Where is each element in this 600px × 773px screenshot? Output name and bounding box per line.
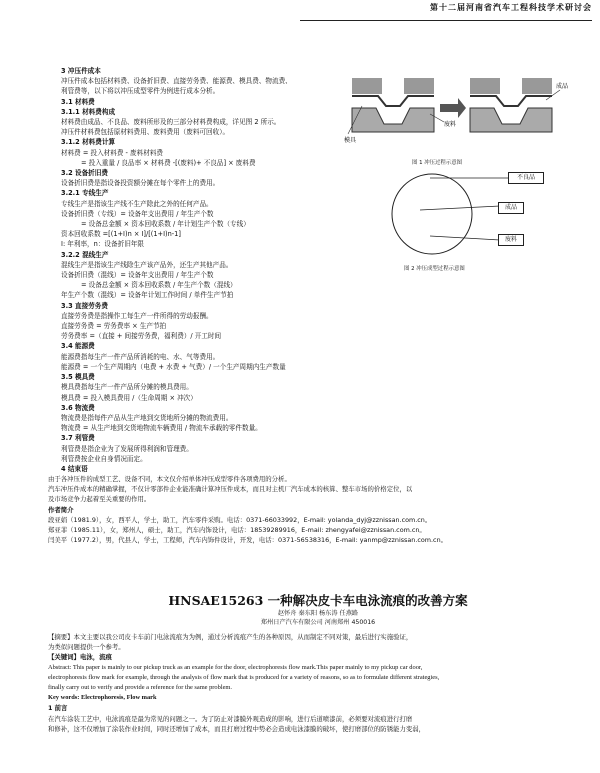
section-heading: 3.1.1 材料费构成 xyxy=(61,107,116,116)
paragraph-line: 材料费 = 投入材料费 - 废料材料费 xyxy=(61,148,164,157)
paragraph-line: 材料费由成品、不良品、废料所形及的三部分材料费构成，详见图 2 所示。 xyxy=(61,118,281,127)
author-bio: 段亚娟（1981.9），女，西平人，学士，助工，汽车零件采购。电话：0371-66033992，E-mail: yolanda_dyj@zznissan.com.cn。 xyxy=(48,515,432,524)
section-heading: 3 冲压件成本 xyxy=(61,67,101,75)
intro-heading: 1 前言 xyxy=(48,704,68,713)
section-3-body xyxy=(61,66,331,474)
abstract-en-line: finally carry out to verify and provide a reference for the same problem. xyxy=(48,684,233,692)
paragraph-line: 物流费 = 从生产地到交货地物流车辆费用 / 物流车承载的零件数量。 xyxy=(61,424,262,433)
paragraph-line: 利管费等，以下将以冲压成型零件为例进行成本分析。 xyxy=(61,87,220,96)
paragraph-line: 模具费指每生产一件产品所分摊的模具费用。 xyxy=(61,383,193,392)
author-names: 赵怀舟 秦东阳 杨东涛 任燕路 xyxy=(277,610,359,617)
figure-2-label-defect: 不良品 xyxy=(508,172,544,184)
paragraph-line: 能源费 = 一个生产周期内（电费 + 水费 + 气费）/ 一个生产周期内生产数量 xyxy=(61,362,286,371)
paragraph-line: I: 年利率，n：设备折旧年限 xyxy=(61,240,144,249)
author-bio: 闫美平（1977.2），男，代县人，学士，工程师，汽车内饰件设计，开发，电话：0371-56538316，E-mail: yanmp@zznissan.com.cn。 xyxy=(48,536,448,545)
process-arrow-icon xyxy=(440,98,466,118)
paragraph-line: 冲压件成本包括材料费、设备折旧费、直接劳务费、能源费、模具费、物流费、 xyxy=(61,77,292,86)
figure-1-stamping-diagram xyxy=(340,66,580,156)
paragraph-line: 利管费是指企业为了发展所得利润和管理费。 xyxy=(61,444,193,453)
paragraph-line: 利管费按企业自身情况而定。 xyxy=(61,454,147,463)
paragraph-line: 模具费 = 投入模具费用 /（生命周期 × 冲次） xyxy=(61,393,197,402)
section-heading: 3.5 模具费 xyxy=(61,373,95,382)
paragraph-line: 物流费是指每件产品从生产地到交货地所分摊的物流费用。 xyxy=(61,413,233,422)
paper-title: HNSAE15263 一种解决皮卡车电泳流痕的改善方案 xyxy=(168,593,468,608)
header-rule xyxy=(300,20,592,21)
paragraph-line: = 设备总金额 × 资本回收系数 / 年计划生产个数（专线） xyxy=(81,220,250,229)
paragraph-line: 汽车冲压件成本的精确掌握，不仅计零部件企业能准确计算冲压件成本，而且对主机厂汽车成本的核算、整车市场的价格定位，以 xyxy=(48,485,413,494)
die-stage-1 xyxy=(352,78,434,132)
conclusion-text xyxy=(48,474,588,545)
paragraph-line: 设备折旧费（专线）= 设备年支出费用 / 年生产个数 xyxy=(61,209,214,218)
figure-2-forming-diagram xyxy=(350,172,590,262)
section-heading: 3.1.2 材料费计算 xyxy=(61,138,116,147)
section-heading: 4 结束语 xyxy=(61,464,88,473)
figure-1-caption: 图 1 冲压过程示意图 xyxy=(412,160,462,166)
paragraph-line: = 设备总金额 × 资本回收系数 / 年生产个数（混线） xyxy=(81,281,237,290)
paragraph-line: 劳务费率 =（直接 + 间接劳务费，福利费）/ 开工时间 xyxy=(61,332,222,341)
figure-2-caption: 图 2 冲压成型过程示意图 xyxy=(404,266,465,272)
keywords-cn: 【关键词】电泳，流痕 xyxy=(48,653,112,662)
figure-1-label-waste: 废料 xyxy=(444,121,457,128)
paragraph-line: 由于各冲压件的成型工艺、设备不同，本文仅介绍单体冲压成型零件各项费用的分析。 xyxy=(48,475,291,483)
figure-2-label-product: 成品 xyxy=(498,202,524,214)
paragraph-line: 冲压件材料费包括原材料费用、废料费用（废料可回收）。 xyxy=(61,128,230,137)
authors-intro-heading: 作者简介 xyxy=(48,505,74,514)
section-heading: 3.2.1 专线生产 xyxy=(61,189,109,198)
paragraph-line: 直接劳务费是指操作工每生产一件所得的劳动报酬。 xyxy=(61,311,213,320)
figure-1-label-die: 模具 xyxy=(344,137,357,144)
paragraph-line: 年生产个数（混线）= 设备年计划工作时间 / 单件生产节拍 xyxy=(61,291,234,300)
paper-abstract xyxy=(48,632,588,734)
author-bio: 郑亚菲（1985.11），女，郑州人，硕士，助工，汽车内饰设计，电话：18539289916，E-mail: zhengyafei@zznissan.com.cn。 xyxy=(48,526,426,535)
paragraph-line: 直接劳务费 = 劳务费率 × 生产节拍 xyxy=(61,322,167,331)
section-heading: 3.4 能源费 xyxy=(61,342,95,351)
paragraph-line: 及市场竞争力起着至关重要的作用。 xyxy=(48,495,151,504)
paragraph-line: 专线生产是指该生产线不生产除此之外的任何产品。 xyxy=(61,199,213,208)
running-header: 第十二届河南省汽车工程科技学术研讨会 xyxy=(430,2,592,12)
abstract-cn-line: 【摘要】本文主要以我公司皮卡车前门电泳流痕为为例，通过分析流痕产生的各种原因，从而制定不同对策，最后进行实施验证， xyxy=(48,633,413,641)
section-heading: 3.7 利管费 xyxy=(61,434,95,443)
abstract-en-line: Abstract: This paper is mainly to our pickup truck as an example for the door, electrophoresis flow mark.This paper mainly to my pickup car door, xyxy=(48,663,423,671)
section-heading: 3.3 直接劳务费 xyxy=(61,301,108,310)
blank-circle xyxy=(392,174,472,254)
paragraph-line: = 投入重量 / 良品率 × 材料费 -[(废料)+ 不良品] × 废料费 xyxy=(81,158,256,167)
paper-authors xyxy=(48,609,588,627)
section-heading: 3.2.2 混线生产 xyxy=(61,250,109,259)
figure-2-label-waste: 废料 xyxy=(498,234,524,246)
abstract-cn-line: 为类似问题提供一个参考。 xyxy=(48,643,125,652)
intro-line: 在汽车涂装工艺中，电泳流痕是最为常见的问题之一。为了防止对漆膜外观造成的影响，进行后道喷漆前，必须要对流痕进行打磨 xyxy=(48,714,413,723)
paragraph-line: 能源费指每生产一件产品所消耗的电、水、气等费用。 xyxy=(61,352,220,361)
paragraph-line: 设备折旧费是指设备投资额分摊在每个零件上的费用。 xyxy=(61,179,220,188)
paragraph-line: 混线生产是指该生产线除生产该产品外，还生产其他产品。 xyxy=(61,260,233,269)
paragraph-line: 设备折旧费（混线）= 设备年支出费用 / 年生产个数 xyxy=(61,271,214,280)
section-heading: 3.2 设备折旧费 xyxy=(61,169,108,178)
author-affiliation: 郑州日产汽车有限公司 河南郑州 450016 xyxy=(260,619,376,626)
abstract-en-line: electrophoresis flow mark for example, through the analysis of flow mark that is produced for a variety of reasons, so as to formulate different strategies, xyxy=(48,673,440,681)
intro-line: 和修补，这不仅增加了涂装作业时间，同时还增加了成本，而且打磨过程中势必会造成电泳漆膜的破坏，使打磨部位的防锈能力变弱， xyxy=(48,724,426,733)
section-heading: 3.6 物流费 xyxy=(61,403,95,412)
die-stage-2 xyxy=(470,78,552,132)
figure-1-label-product: 成品 xyxy=(556,83,569,90)
section-heading: 3.1 材料费 xyxy=(61,97,95,106)
keywords-en: Key words: Electrophoresis, Flow mark xyxy=(48,694,157,702)
paragraph-line: 资本回收系数 =[(1+I)n × I]/[(1+I)n-1] xyxy=(61,230,181,239)
